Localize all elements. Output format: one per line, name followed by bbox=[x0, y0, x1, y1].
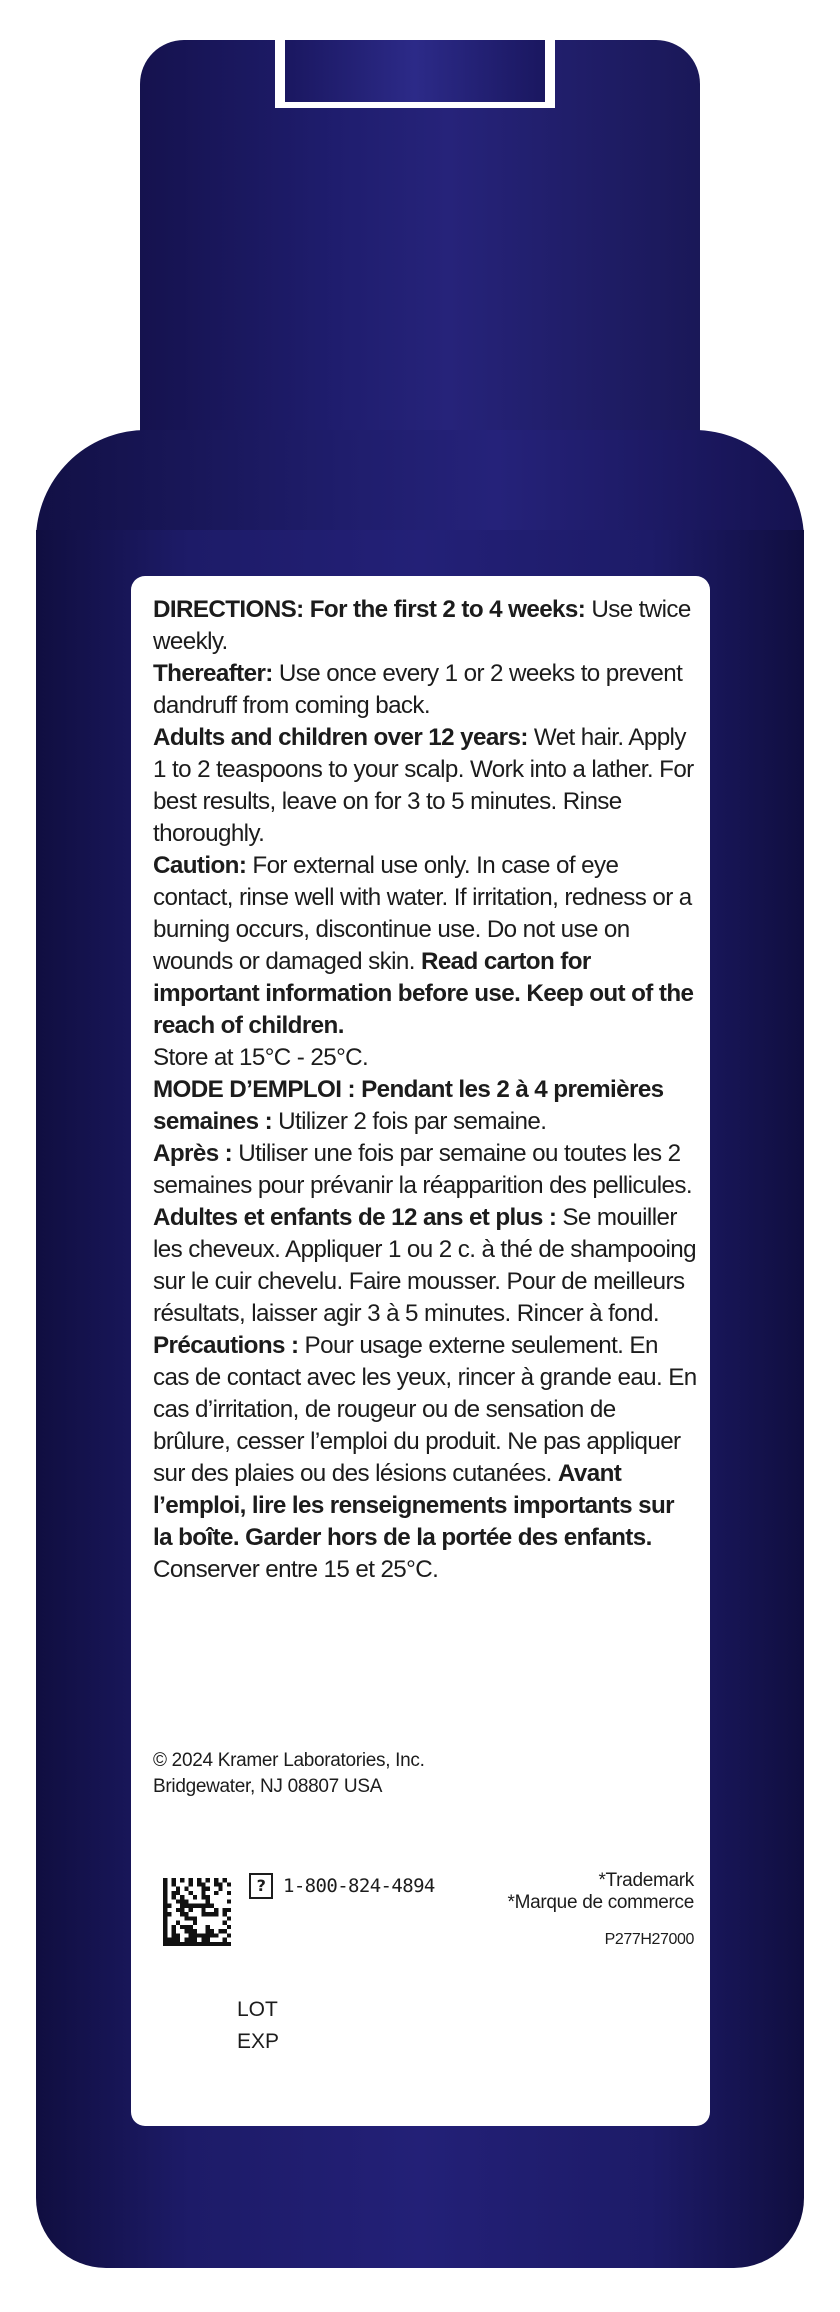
paragraph-heading: Précautions : bbox=[153, 1332, 299, 1359]
address-line: Bridgewater, NJ 08807 USA bbox=[153, 1776, 383, 1797]
directions-paragraph bbox=[153, 1330, 698, 1554]
help-line bbox=[249, 1873, 435, 1899]
product-code: P277H27000 bbox=[604, 1931, 694, 1948]
lot-exp-block bbox=[237, 1994, 279, 2058]
paragraph-text: Pour usage externe seulement. En cas de contact avec les yeux, rincer à grande eau. En cas d’irritation, de rougeur ou de sensation de brûlure, cesser l’emploi du produit. Ne pas appliquer sur des plaies ou des lésions cutanées. bbox=[153, 1332, 697, 1487]
paragraph-warning: Avant l’emploi, lire les renseignements importants sur la boîte. Garder hors de la portée des enfants. bbox=[153, 1460, 674, 1551]
paragraph-heading: Après : bbox=[153, 1140, 233, 1167]
directions-paragraph bbox=[153, 594, 698, 658]
paragraph-heading: DIRECTIONS: For the first 2 to 4 weeks: bbox=[153, 596, 586, 623]
paragraph-text: Use twice weekly. bbox=[153, 596, 691, 655]
paragraph-text: Utilizer 2 fois par semaine. bbox=[272, 1108, 547, 1135]
copyright-block bbox=[153, 1748, 425, 1800]
cap-notch-inner bbox=[285, 40, 545, 102]
product-label bbox=[131, 576, 710, 2126]
trademark-fr: *Marque de commerce bbox=[507, 1892, 694, 1913]
paragraph-warning: Read carton for important information before use. Keep out of the reach of children. bbox=[153, 948, 694, 1039]
exp-label: EXP bbox=[237, 2030, 280, 2053]
paragraph-heading: Caution: bbox=[153, 852, 247, 879]
trademark-en: *Trademark bbox=[598, 1870, 694, 1891]
paragraph-heading: MODE D’EMPLOI : Pendant les 2 à 4 premières semaines : bbox=[153, 1076, 664, 1135]
paragraph-text: Wet hair. Apply 1 to 2 teaspoons to your scalp. Work into a lather. For best results, leave on for 3 to 5 minutes. Rinse thoroughly. bbox=[153, 724, 694, 847]
paragraph-heading: Adults and children over 12 years: bbox=[153, 724, 528, 751]
directions-paragraph bbox=[153, 722, 698, 850]
paragraph-text: Store at 15°C - 25°C. bbox=[153, 1044, 369, 1071]
directions-paragraph bbox=[153, 850, 698, 1042]
directions-paragraph bbox=[153, 1042, 698, 1074]
question-icon: ? bbox=[249, 1873, 273, 1899]
datamatrix-barcode bbox=[163, 1878, 231, 1946]
paragraph-text: Use once every 1 or 2 weeks to prevent dandruff from coming back. bbox=[153, 660, 683, 719]
directions-paragraph bbox=[153, 658, 698, 722]
paragraph-text: For external use only. In case of eye contact, rinse well with water. If irritation, redness or a burning occurs, discontinue use. Do not use on wounds or damaged skin. bbox=[153, 852, 692, 975]
directions-paragraph bbox=[153, 1554, 698, 1586]
paragraph-text: Conserver entre 15 et 25°C. bbox=[153, 1556, 439, 1583]
paragraph-text: Se mouiller les cheveux. Appliquer 1 ou 2 c. à thé de shampooing sur le cuir chevelu. Faire mousser. Pour de meilleurs résultats, laisser agir 3 à 5 minutes. Rincer à fond. bbox=[153, 1204, 696, 1327]
directions-paragraph bbox=[153, 1074, 698, 1138]
directions-paragraph bbox=[153, 1138, 698, 1202]
directions-paragraph bbox=[153, 1202, 698, 1330]
copyright-line: © 2024 Kramer Laboratories, Inc. bbox=[153, 1750, 425, 1771]
paragraph-heading: Thereafter: bbox=[153, 660, 273, 687]
phone-number: 1-800-824-4894 bbox=[283, 1875, 435, 1897]
directions-text bbox=[153, 594, 698, 1586]
trademark-note bbox=[508, 1870, 695, 1914]
paragraph-text: Utiliser une fois par semaine ou toutes les 2 semaines pour prévanir la réapparition des pellicules. bbox=[153, 1140, 693, 1199]
lot-label: LOT bbox=[237, 1998, 278, 2021]
paragraph-heading: Adultes et enfants de 12 ans et plus : bbox=[153, 1204, 557, 1231]
